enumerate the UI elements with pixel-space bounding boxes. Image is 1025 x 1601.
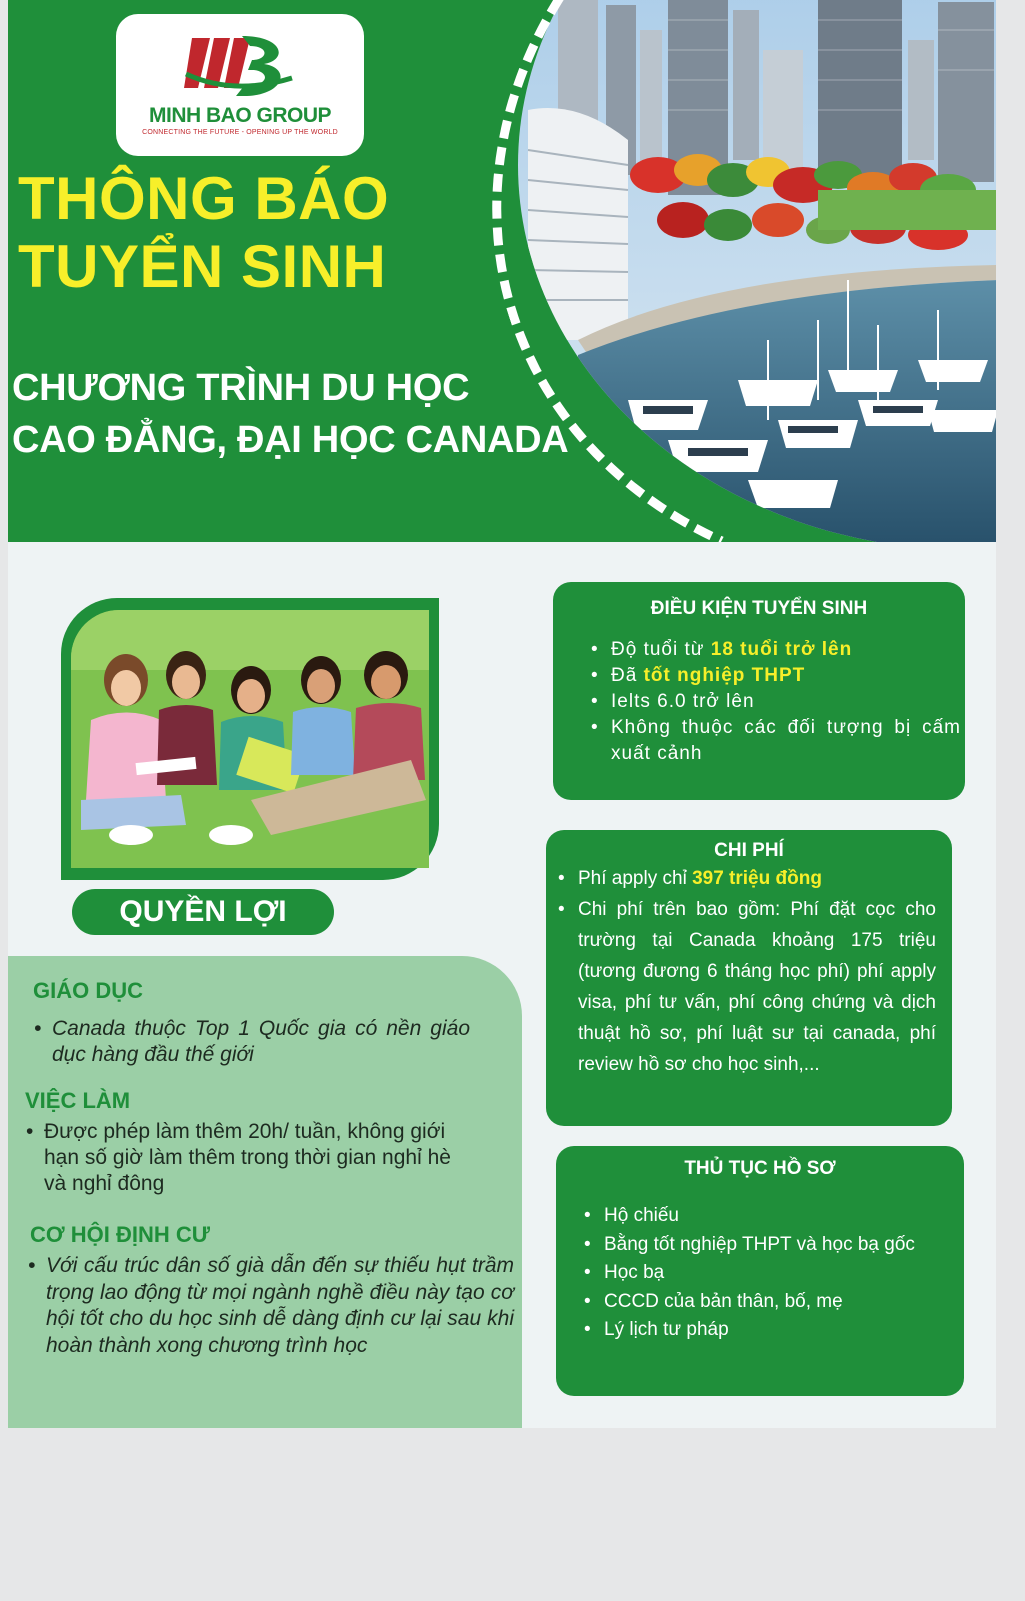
list-item: • CCCD của bản thân, bố, mẹ bbox=[580, 1288, 950, 1317]
jobs-list bbox=[24, 1119, 464, 1197]
settlement-list bbox=[26, 1253, 514, 1359]
brand-name: MINH BAO GROUP bbox=[149, 104, 331, 127]
company-logo bbox=[116, 14, 364, 156]
fee-highlight: 397 triệu đồng bbox=[692, 868, 822, 889]
students-photo-frame bbox=[61, 598, 439, 880]
costs-list bbox=[554, 863, 936, 1080]
list-item: • Hộ chiếu bbox=[580, 1202, 950, 1231]
list-item: • Chi phí trên bao gồm: Phí đặt cọc cho trường tại Canada khoảng 175 triệu (tương đương 6 tháng học phí) phí apply visa, phí tư vấn, phí công chứng và dịch thuật hồ sơ, phí luật sư tại canada, phí review hồ sơ cho học sinh,... bbox=[554, 894, 936, 1080]
education-list bbox=[32, 1016, 470, 1068]
list-item: • Canada thuộc Top 1 Quốc gia có nền giáo dục hàng đầu thế giới bbox=[32, 1016, 470, 1068]
benefits-label: QUYỀN LỢI bbox=[72, 889, 334, 935]
requirements-list bbox=[587, 637, 961, 767]
costs-heading: CHI PHÍ bbox=[714, 840, 784, 861]
title-line-2: TUYỂN SINH bbox=[18, 233, 387, 300]
list-item: • Học bạ bbox=[580, 1259, 950, 1288]
page-title bbox=[18, 165, 389, 301]
subtitle-line-1: CHƯƠNG TRÌNH DU HỌC bbox=[12, 367, 470, 409]
requirements-heading: ĐIỀU KIỆN TUYỂN SINH bbox=[650, 598, 868, 619]
title-line-1: THÔNG BÁO bbox=[18, 165, 390, 232]
program-subtitle bbox=[12, 362, 568, 466]
settlement-heading: CƠ HỘI ĐỊNH CƯ bbox=[30, 1222, 211, 1247]
list-item: • Không thuộc các đối tượng bị cấm xuất cảnh bbox=[587, 715, 961, 767]
age-highlight: 18 tuổi trở lên bbox=[710, 639, 853, 660]
costs-card bbox=[546, 830, 952, 1126]
education-heading: GIÁO DỤC bbox=[33, 978, 143, 1003]
header-banner bbox=[8, 0, 996, 542]
brand-tagline: CONNECTING THE FUTURE - OPENING UP THE WORLD bbox=[142, 129, 338, 136]
minh-bao-logo-icon bbox=[184, 30, 296, 106]
documents-heading: THỦ TỤC HỒ SƠ bbox=[684, 1158, 836, 1179]
list-item: • Lý lịch tư pháp bbox=[580, 1316, 950, 1345]
requirements-card bbox=[553, 582, 965, 800]
list-item: • Độ tuổi từ 18 tuổi trở lên bbox=[587, 637, 961, 663]
poster bbox=[8, 0, 996, 1428]
list-item: • Được phép làm thêm 20h/ tuần, không giới hạn số giờ làm thêm trong thời gian nghỉ hè và nghỉ đông bbox=[24, 1119, 464, 1197]
list-item: • Bằng tốt nghiệp THPT và học bạ gốc bbox=[580, 1231, 950, 1260]
list-item: • Với cấu trúc dân số già dẫn đến sự thiếu hụt trầm trọng lao động từ mọi ngành nghề điều này tạo cơ hội tốt cho du học sinh dễ dàng định cư lại sau khi hoàn thành xong chương trình học bbox=[26, 1253, 514, 1359]
list-item: • Phí apply chỉ 397 triệu đồng bbox=[554, 863, 936, 894]
students-photo bbox=[71, 610, 429, 868]
benefits-panel bbox=[8, 956, 522, 1428]
list-item: • Đã tốt nghiệp THPT bbox=[587, 663, 961, 689]
jobs-heading: VIỆC LÀM bbox=[25, 1088, 131, 1113]
documents-card bbox=[556, 1146, 964, 1396]
graduation-highlight: tốt nghiệp THPT bbox=[643, 665, 806, 686]
list-item: • Ielts 6.0 trở lên bbox=[587, 689, 961, 715]
subtitle-line-2: CAO ĐẲNG, ĐẠI HỌC CANADA bbox=[12, 419, 569, 461]
documents-list bbox=[580, 1202, 950, 1345]
